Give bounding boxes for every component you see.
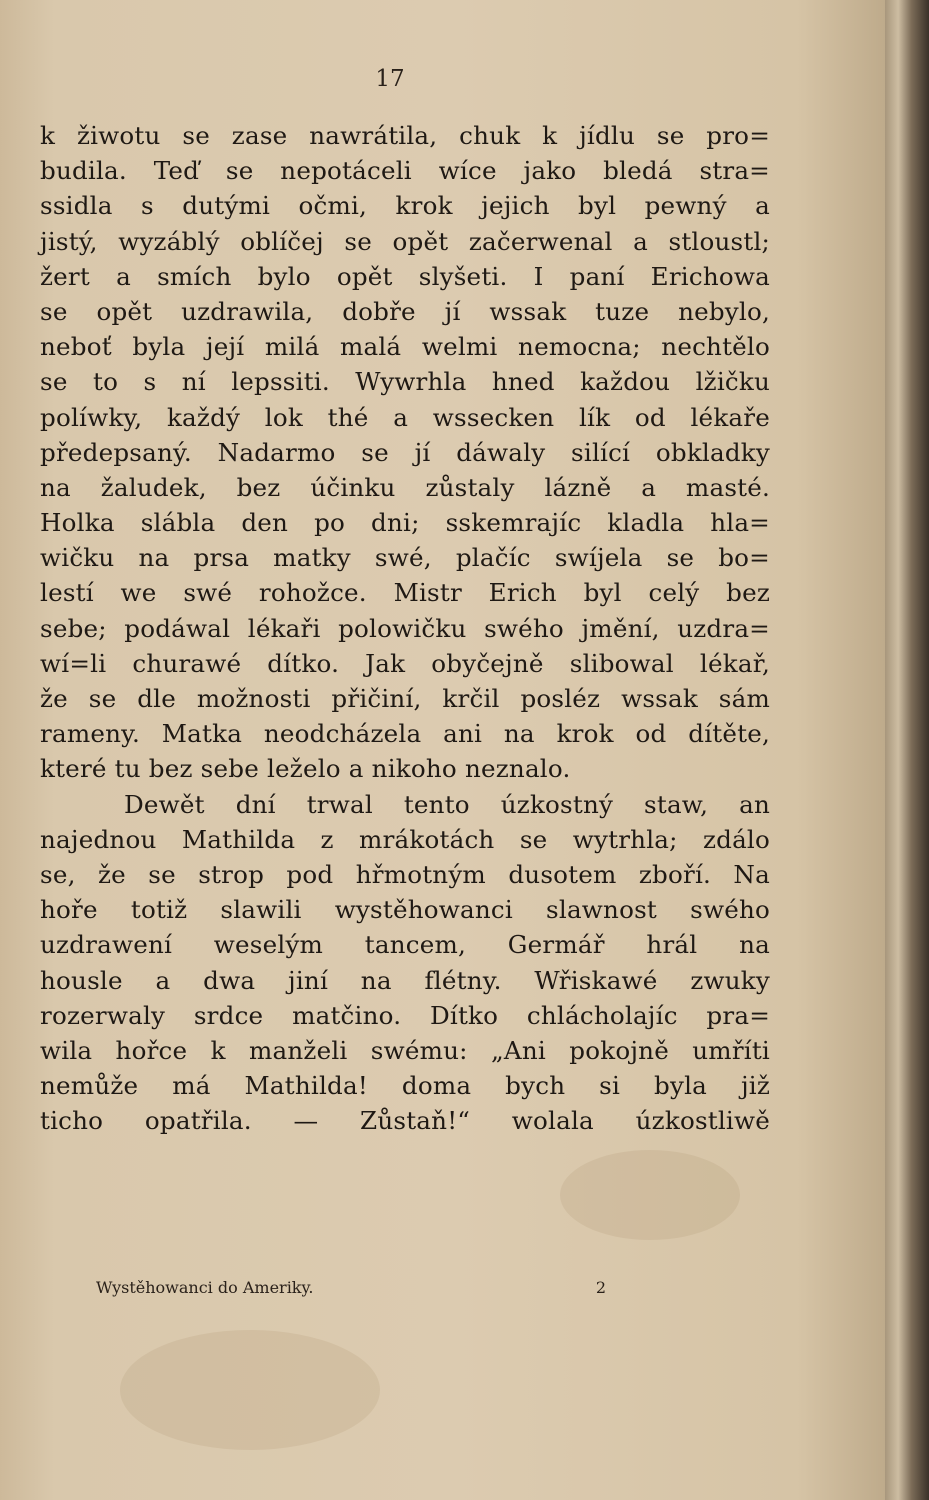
text-line: nemůže má Mathilda! doma bych si byla již: [40, 1071, 770, 1101]
paper-stain: [560, 1150, 740, 1240]
text-line: wí=li churawé dítko. Jak obyčejně slibowal lékař,: [40, 648, 770, 678]
text-line: uzdrawení weselým tancem, Germář hrál na: [40, 930, 770, 960]
signature-mark: 2: [595, 1278, 606, 1297]
text-line: hoře totiž slawili wystěhowanci slawnost swého: [40, 895, 770, 925]
text-line: Holka slábla den po dni; sskemrajíc kladla hla=: [40, 508, 770, 538]
text-line: políwky, každý lok thé a wssecken lík od lékaře: [40, 402, 770, 432]
text-line: že se dle možnosti přičiní, krčil posléz wssak sám: [40, 684, 770, 713]
text-line: Dewět dní trwal tento úzkostný staw, an: [124, 789, 770, 819]
text-line: sebe; podáwal lékaři polowičku swého jmění, uzdra=: [40, 613, 770, 643]
text-line: k žiwotu se zase nawrátila, chuk k jídlu se pro=: [40, 121, 770, 150]
text-line: budila. Teď se nepotáceli wíce jako bledá stra=: [40, 156, 770, 186]
body-text: [40, 118, 770, 1138]
text-line: ticho opatřila. — Zůstaň!“ wolala úzkostliwě: [40, 1106, 770, 1136]
text-line: se, že se strop pod hřmotným dusotem zboří. Na: [40, 859, 770, 889]
text-line: které tu bez sebe leželo a nikoho neznalo.: [40, 754, 571, 784]
page-number: 17: [375, 66, 405, 92]
paper-stain: [120, 1330, 380, 1450]
text-line: se opět uzdrawila, dobře jí wssak tuze nebylo,: [40, 296, 770, 326]
text-line: jistý, wyzáblý oblíčej se opět začerwenal a stloustl;: [40, 226, 770, 256]
footer-title: Wystěhowanci do Ameriky.: [96, 1278, 314, 1297]
text-line: na žaludek, bez účinku zůstaly lázně a masté.: [40, 472, 770, 502]
text-line: neboť byla její milá malá welmi nemocna; nechtělo: [40, 332, 770, 362]
text-line: najednou Mathilda z mrákotách se wytrhla; zdálo: [40, 824, 770, 854]
page-edge: [885, 0, 929, 1500]
text-line: rameny. Matka neodcházela ani na krok od dítěte,: [40, 719, 770, 749]
text-line: wičku na prsa matky swé, plačíc swíjela se bo=: [40, 543, 770, 573]
page-footer: [96, 1278, 606, 1297]
text-line: se to s ní lepssiti. Wywrhla hned každou lžičku: [40, 367, 770, 397]
text-line: předepsaný. Nadarmo se jí dáwaly silící obkladky: [40, 437, 770, 467]
text-line: rozerwaly srdce matčino. Dítko chlácholajíc pra=: [40, 1000, 770, 1030]
text-line: housle a dwa jiní na flétny. Wřiskawé zwuky: [40, 965, 770, 995]
text-line: žert a smích bylo opět slyšeti. I paní Erichowa: [40, 261, 770, 291]
text-line: lestí we swé rohožce. Mistr Erich byl celý bez: [40, 578, 770, 608]
text-line: ssidla s dutými očmi, krok jejich byl pewný a: [40, 191, 770, 221]
text-line: wila hořce k manželi swému: „Ani pokojně umříti: [40, 1035, 770, 1065]
